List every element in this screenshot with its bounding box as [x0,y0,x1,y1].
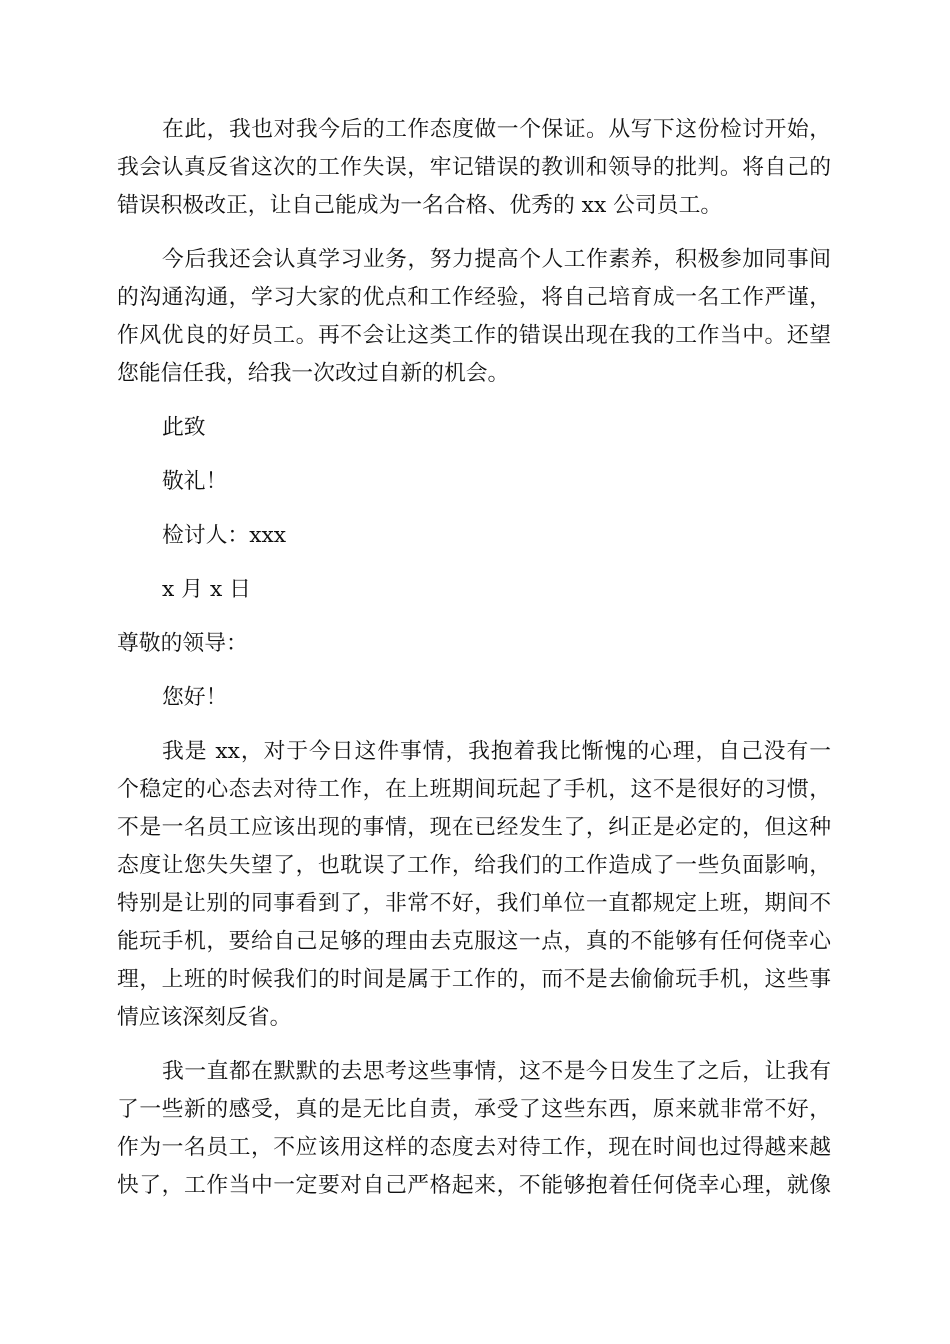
greeting-line: 您好！ [162,685,228,710]
text-line: 了一些新的感受，真的是无比自责，承受了这些东西，原来就非常不好， [117,1097,831,1122]
signature-line: 检讨人：xxx [162,523,287,548]
text-line: 今后我还会认真学习业务，努力提高个人工作素养，积极参加同事间 [162,247,831,272]
text-line: 个稳定的心态去对待工作，在上班期间玩起了手机，这不是很好的习惯， [117,777,831,802]
text-line: 情应该深刻反省。 [117,1005,292,1030]
text-line: 在此，我也对我今后的工作态度做一个保证。从写下这份检讨开始， [162,117,831,142]
greeting-heading: 尊敬的领导： [117,631,248,656]
date-line: x 月 x 日 [162,577,251,602]
closing-line: 此致 [162,415,206,440]
text-line: 您能信任我，给我一次改过自新的机会。 [117,361,510,386]
text-line: 不是一名员工应该出现的事情，现在已经发生了，纠正是必定的，但这种 [117,815,831,840]
salutation-line: 敬礼！ [162,469,228,494]
text-line: 作为一名员工，不应该用这样的态度去对待工作，现在时间也过得越来越 [117,1135,831,1160]
text-line: 能玩手机，要给自己足够的理由去克服这一点，真的不能够有任何侥幸心 [117,929,831,954]
text-line: 理，上班的时候我们的时间是属于工作的，而不是去偷偷玩手机，这些事 [117,967,831,992]
text-line: 特别是让别的同事看到了，非常不好，我们单位一直都规定上班，期间不 [117,891,831,916]
text-line: 我一直都在默默的去思考这些事情，这不是今日发生了之后，让我有 [162,1059,831,1084]
text-line: 的沟通沟通，学习大家的优点和工作经验，将自己培育成一名工作严谨， [117,285,831,310]
text-line: 作风优良的好员工。再不会让这类工作的错误出现在我的工作当中。还望 [117,323,831,348]
text-line: 态度让您失失望了，也耽误了工作，给我们的工作造成了一些负面影响， [117,853,831,878]
text-line: 我会认真反省这次的工作失误，牢记错误的教训和领导的批判。将自己的 [117,155,831,180]
text-line: 快了，工作当中一定要对自己严格起来，不能够抱着任何侥幸心理，就像 [117,1173,831,1198]
text-line: 我是 xx，对于今日这件事情，我抱着我比惭愧的心理，自己没有一 [162,739,831,764]
text-line: 错误积极改正，让自己能成为一名合格、优秀的 xx 公司员工。 [117,193,723,218]
